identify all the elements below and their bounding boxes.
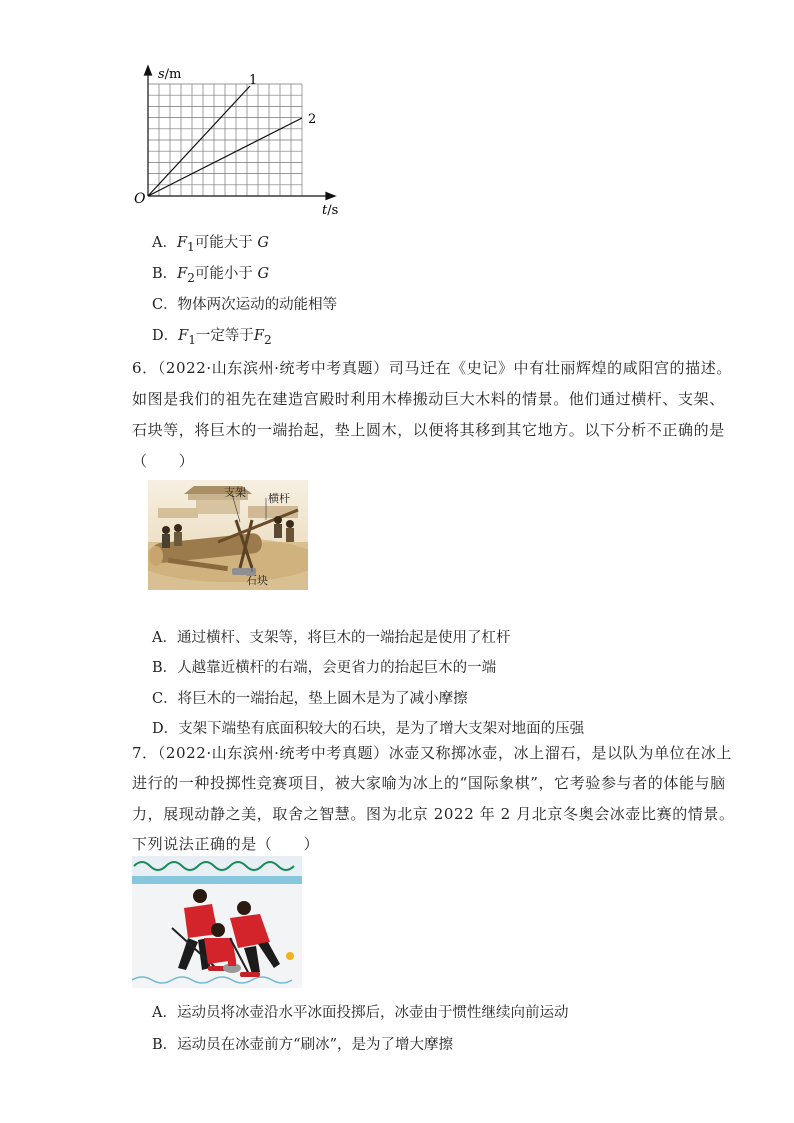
q5-option-c: C．物体两次运动的动能相等 <box>152 297 338 313</box>
q6-option-b: B．人越靠近横杆的右端，会更省力的抬起巨木的一端 <box>152 660 497 676</box>
q6-option-a: A．通过横杆、支架等，将巨木的一端抬起是使用了杠杆 <box>152 630 511 646</box>
grid <box>148 84 302 196</box>
q6-option-c: C．将巨木的一端抬起，垫上圆木是为了减小摩擦 <box>152 691 468 707</box>
q7-option-a: A．运动员将冰壶沿水平冰面投掷后，冰壶由于惯性继续向前运动 <box>152 1005 569 1021</box>
y-axis-label: s/m <box>158 67 182 82</box>
q6-option-d: D．支架下端垫有底面积较大的石块，是为了增大支架对地面的压强 <box>152 721 585 737</box>
origin-label: O <box>134 191 146 207</box>
q5-option-d: D．$F_1$一定等于$F_2$ <box>152 328 272 347</box>
line-1-label: 1 <box>249 73 258 88</box>
s-t-graph <box>128 62 348 222</box>
q7-stem-line-2: 进行的一种投掷性竞赛项目，被大家喻为冰上的“国际象棋”，它考验参与者的体能与脑 <box>132 774 726 792</box>
label-stone: 石块 <box>246 574 268 587</box>
line-2-label: 2 <box>308 112 317 127</box>
q6-stem-line-3: 石块等，将巨木的一端抬起，垫上圆木，以便将其移到其它地方。以下分析不正确的是 <box>132 421 725 439</box>
x-axis-label: t/s <box>322 203 339 218</box>
q7-stem-line-3: 力，展现动静之美，取舍之智慧。图为北京 2022 年 2 月北京冬奥会冰壶比赛的情景。 <box>132 805 735 823</box>
timber-lever-illustration <box>148 480 308 590</box>
q6-stem-line-2: 如图是我们的祖先在建造宫殿时利用木棒搬动巨大木料的情景。他们通过横杆、支架、 <box>132 390 725 408</box>
q7-stem-line-1: 7．（2022·山东滨州·统考中考真题）冰壶又称掷冰壶，冰上溜石，是以队为单位在冰上 <box>132 744 732 762</box>
q7-option-b: B．运动员在冰壶前方“刷冰”，是为了增大摩擦 <box>152 1037 453 1053</box>
q6-stem-line-4: （ ） <box>132 452 195 470</box>
curling-photo <box>132 856 302 988</box>
line-1 <box>148 86 250 196</box>
q6-stem-line-1: 6．（2022·山东滨州·统考中考真题）司马迁在《史记》中有壮丽辉煌的咸阳宫的描述。 <box>132 359 732 377</box>
y-axis-arrow <box>145 66 152 75</box>
q5-option-a: A．$F_1$可能大于 G <box>152 235 269 254</box>
q5-option-b: B．$F_2$可能小于 G <box>152 266 270 285</box>
label-bar: 横杆 <box>268 492 290 505</box>
q7-stem-line-4: 下列说法正确的是（ ） <box>132 835 320 853</box>
label-support: 支架 <box>224 486 246 499</box>
x-axis-arrow <box>326 193 335 200</box>
